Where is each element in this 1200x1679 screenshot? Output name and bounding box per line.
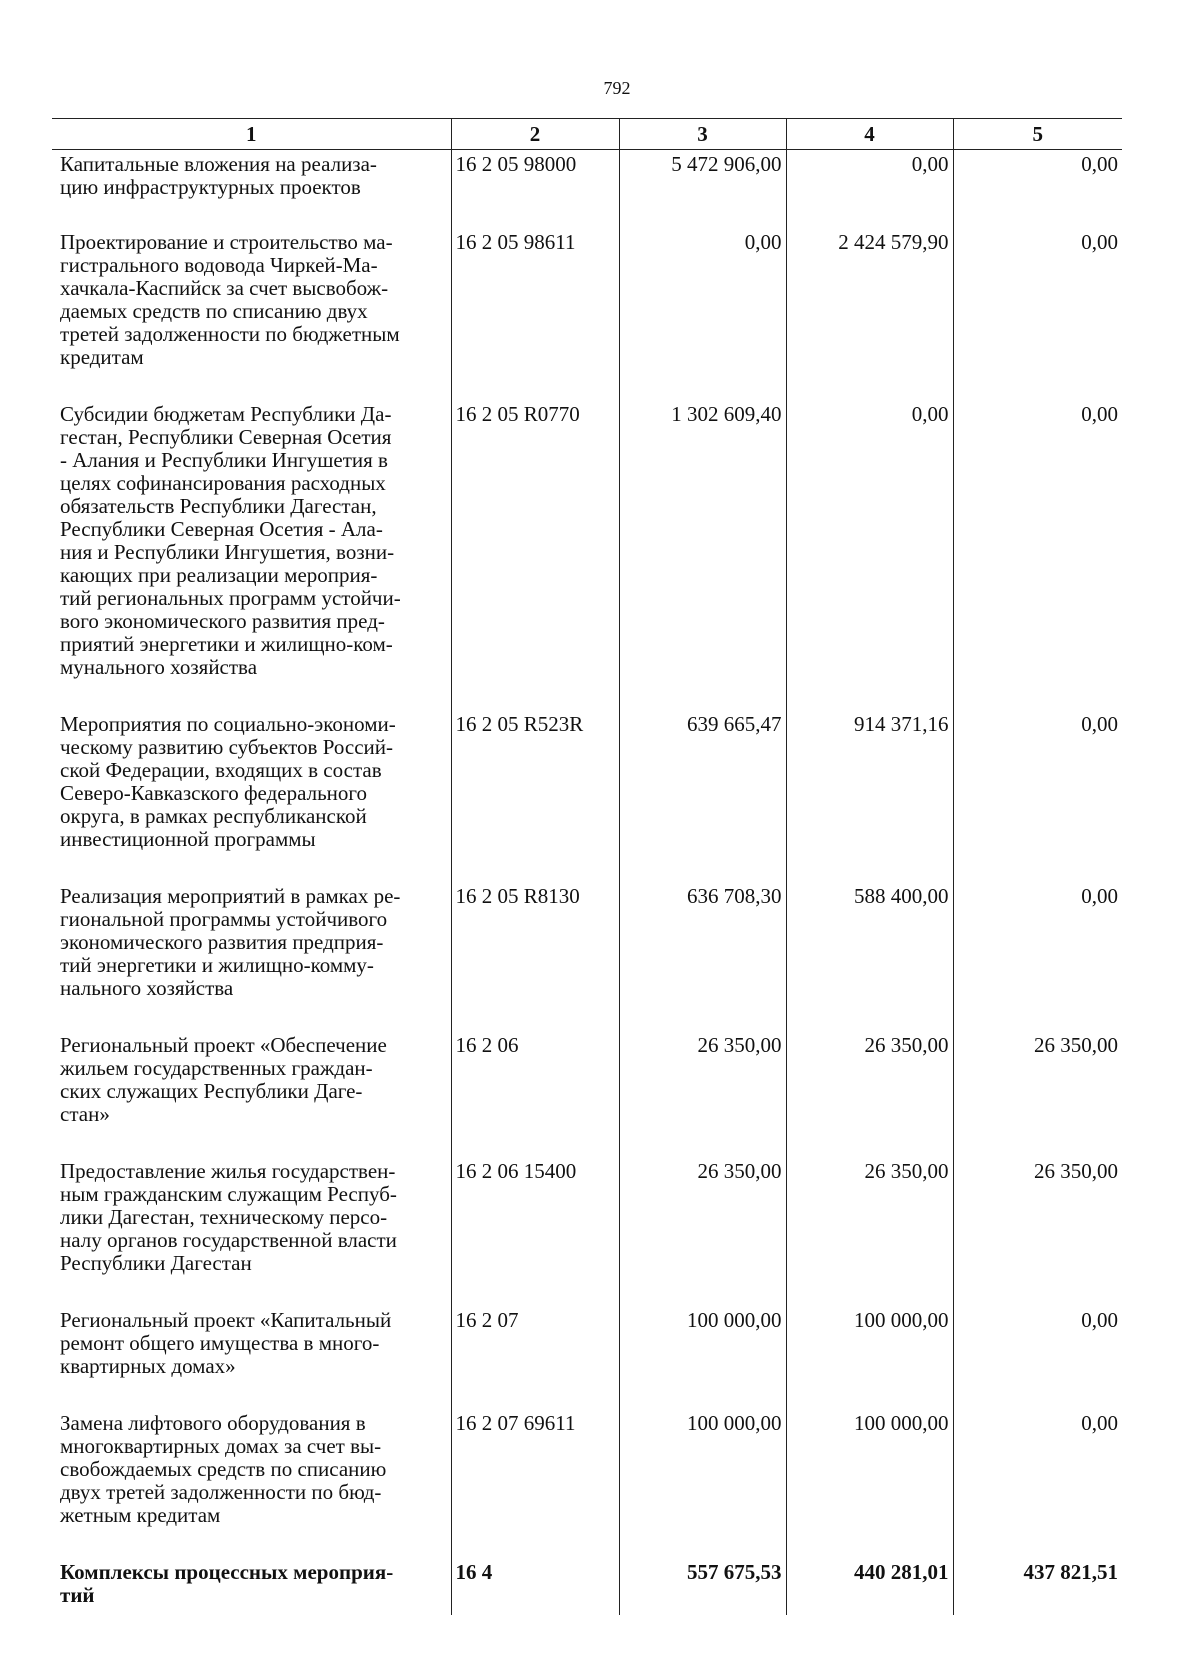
row-description [52, 881, 451, 1030]
row-code: 16 2 05 R523R [451, 709, 619, 881]
row-description [52, 709, 451, 881]
row-amount-col-3: 557 675,53 [619, 1557, 786, 1615]
row-amount-col-3: 100 000,00 [619, 1305, 786, 1408]
row-amount-col-4: 100 000,00 [786, 1305, 953, 1408]
description-line: ческому развитию субъектов Россий- [60, 735, 394, 759]
description-line: даемых средств по списанию двух [60, 299, 368, 323]
row-amount-col-5: 0,00 [953, 1408, 1122, 1557]
description-line: жильем государственных граждан- [60, 1056, 373, 1080]
row-amount-col-3: 1 302 609,40 [619, 399, 786, 709]
row-description [52, 1156, 451, 1305]
row-code: 16 2 06 [451, 1030, 619, 1156]
description-line: свобождаемых средств по списанию [60, 1457, 387, 1481]
row-code: 16 4 [451, 1557, 619, 1615]
header-col-2: 2 [451, 119, 619, 150]
row-amount-col-5: 0,00 [953, 227, 1122, 399]
description-line: обязательств Республики Дагестан, [60, 494, 377, 518]
row-amount-col-4: 26 350,00 [786, 1156, 953, 1305]
row-description [52, 150, 451, 228]
description-line: лики Дагестан, техническому персо- [60, 1205, 388, 1229]
description-line: Северо-Кавказского федерального [60, 781, 368, 805]
row-description [52, 1030, 451, 1156]
row-amount-col-5: 0,00 [953, 709, 1122, 881]
description-line: Субсидии бюджетам Республики Да- [60, 402, 392, 426]
header-col-5: 5 [953, 119, 1122, 150]
description-line: многоквартирных домах за счет вы- [60, 1434, 382, 1458]
description-line: ской Федерации, входящих в состав [60, 758, 382, 782]
row-code: 16 2 05 98611 [451, 227, 619, 399]
description-line: Республики Дагестан [60, 1251, 252, 1275]
row-amount-col-3: 5 472 906,00 [619, 150, 786, 228]
header-col-4: 4 [786, 119, 953, 150]
description-line: квартирных домах» [60, 1354, 236, 1378]
row-amount-col-5: 0,00 [953, 150, 1122, 228]
description-line: приятий энергетики и жилищно-ком- [60, 632, 393, 656]
row-code: 16 2 05 R8130 [451, 881, 619, 1030]
description-line: кающих при реализации мероприя- [60, 563, 378, 587]
row-amount-col-5: 0,00 [953, 881, 1122, 1030]
row-amount-col-4: 588 400,00 [786, 881, 953, 1030]
row-description [52, 1557, 451, 1615]
table-row [52, 1557, 1122, 1615]
table-row [52, 227, 1122, 399]
row-amount-col-3: 636 708,30 [619, 881, 786, 1030]
row-amount-col-4: 2 424 579,90 [786, 227, 953, 399]
row-amount-col-5: 437 821,51 [953, 1557, 1122, 1615]
row-description [52, 399, 451, 709]
table-row [52, 1408, 1122, 1557]
description-line: мунального хозяйства [60, 655, 258, 679]
row-amount-col-3: 26 350,00 [619, 1156, 786, 1305]
row-amount-col-4: 0,00 [786, 150, 953, 228]
description-line: третей задолженности по бюджетным [60, 322, 400, 346]
row-code: 16 2 06 15400 [451, 1156, 619, 1305]
row-amount-col-3: 0,00 [619, 227, 786, 399]
description-line: Региональный проект «Обеспечение [60, 1033, 387, 1057]
description-line: Предоставление жилья государствен- [60, 1159, 396, 1183]
description-line: Реализация мероприятий в рамках ре- [60, 884, 401, 908]
table-row [52, 150, 1122, 228]
row-amount-col-3: 639 665,47 [619, 709, 786, 881]
description-line: Капитальные вложения на реализа- [60, 152, 377, 176]
description-line: тий энергетики и жилищно-комму- [60, 953, 374, 977]
description-line: тий региональных программ устойчи- [60, 586, 401, 610]
description-line: целях софинансирования расходных [60, 471, 386, 495]
row-amount-col-4: 0,00 [786, 399, 953, 709]
description-line: жетным кредитам [60, 1503, 221, 1527]
row-amount-col-4: 100 000,00 [786, 1408, 953, 1557]
description-line: Мероприятия по социально-экономи- [60, 712, 396, 736]
description-line: гиональной программы устойчивого [60, 907, 388, 931]
page-number: 792 [603, 78, 631, 98]
description-line: ских служащих Республики Даге- [60, 1079, 363, 1103]
row-amount-col-4: 26 350,00 [786, 1030, 953, 1156]
table-row [52, 709, 1122, 881]
row-amount-col-3: 26 350,00 [619, 1030, 786, 1156]
row-amount-col-5: 26 350,00 [953, 1030, 1122, 1156]
table-row [52, 399, 1122, 709]
description-line: цию инфраструктурных проектов [60, 175, 361, 199]
description-line: Проектирование и строительство ма- [60, 230, 393, 254]
row-amount-col-3: 100 000,00 [619, 1408, 786, 1557]
row-amount-col-5: 0,00 [953, 1305, 1122, 1408]
description-line: нального хозяйства [60, 976, 234, 1000]
description-line: гистрального водовода Чиркей-Ма- [60, 253, 378, 277]
header-col-3: 3 [619, 119, 786, 150]
row-description [52, 1408, 451, 1557]
description-line: налу органов государственной власти [60, 1228, 397, 1252]
description-line: ния и Республики Ингушетия, возни- [60, 540, 395, 564]
row-amount-col-4: 440 281,01 [786, 1557, 953, 1615]
description-line: Республики Северная Осетия - Ала- [60, 517, 383, 541]
description-line: гестан, Республики Северная Осетия [60, 425, 392, 449]
description-line: - Алания и Республики Ингушетия в [60, 448, 388, 472]
row-code: 16 2 05 R0770 [451, 399, 619, 709]
description-line: Комплексы процессных мероприя- [60, 1560, 394, 1584]
row-description [52, 1305, 451, 1408]
table-row [52, 881, 1122, 1030]
description-line: стан» [60, 1102, 110, 1126]
description-line: кредитам [60, 345, 144, 369]
row-amount-col-4: 914 371,16 [786, 709, 953, 881]
description-line: хачкала-Каспийск за счет высвобож- [60, 276, 389, 300]
description-line: инвестиционной программы [60, 827, 316, 851]
table-body [52, 150, 1122, 1616]
table-row [52, 1030, 1122, 1156]
header-col-1: 1 [52, 119, 451, 150]
row-code: 16 2 07 [451, 1305, 619, 1408]
row-amount-col-5: 0,00 [953, 399, 1122, 709]
description-line: ремонт общего имущества в много- [60, 1331, 380, 1355]
budget-table [52, 118, 1122, 1615]
row-code: 16 2 07 69611 [451, 1408, 619, 1557]
description-line: Региональный проект «Капитальный [60, 1308, 392, 1332]
table-row [52, 1305, 1122, 1408]
description-line: экономического развития предприя- [60, 930, 384, 954]
table-row [52, 1156, 1122, 1305]
description-line: двух третей задолженности по бюд- [60, 1480, 382, 1504]
description-line: ным гражданским служащим Респуб- [60, 1182, 397, 1206]
row-code: 16 2 05 98000 [451, 150, 619, 228]
row-amount-col-5: 26 350,00 [953, 1156, 1122, 1305]
description-line: Замена лифтового оборудования в [60, 1411, 366, 1435]
row-description [52, 227, 451, 399]
description-line: вого экономического развития пред- [60, 609, 385, 633]
table-header-row [52, 119, 1122, 150]
description-line: тий [60, 1583, 95, 1607]
description-line: округа, в рамках республиканской [60, 804, 367, 828]
